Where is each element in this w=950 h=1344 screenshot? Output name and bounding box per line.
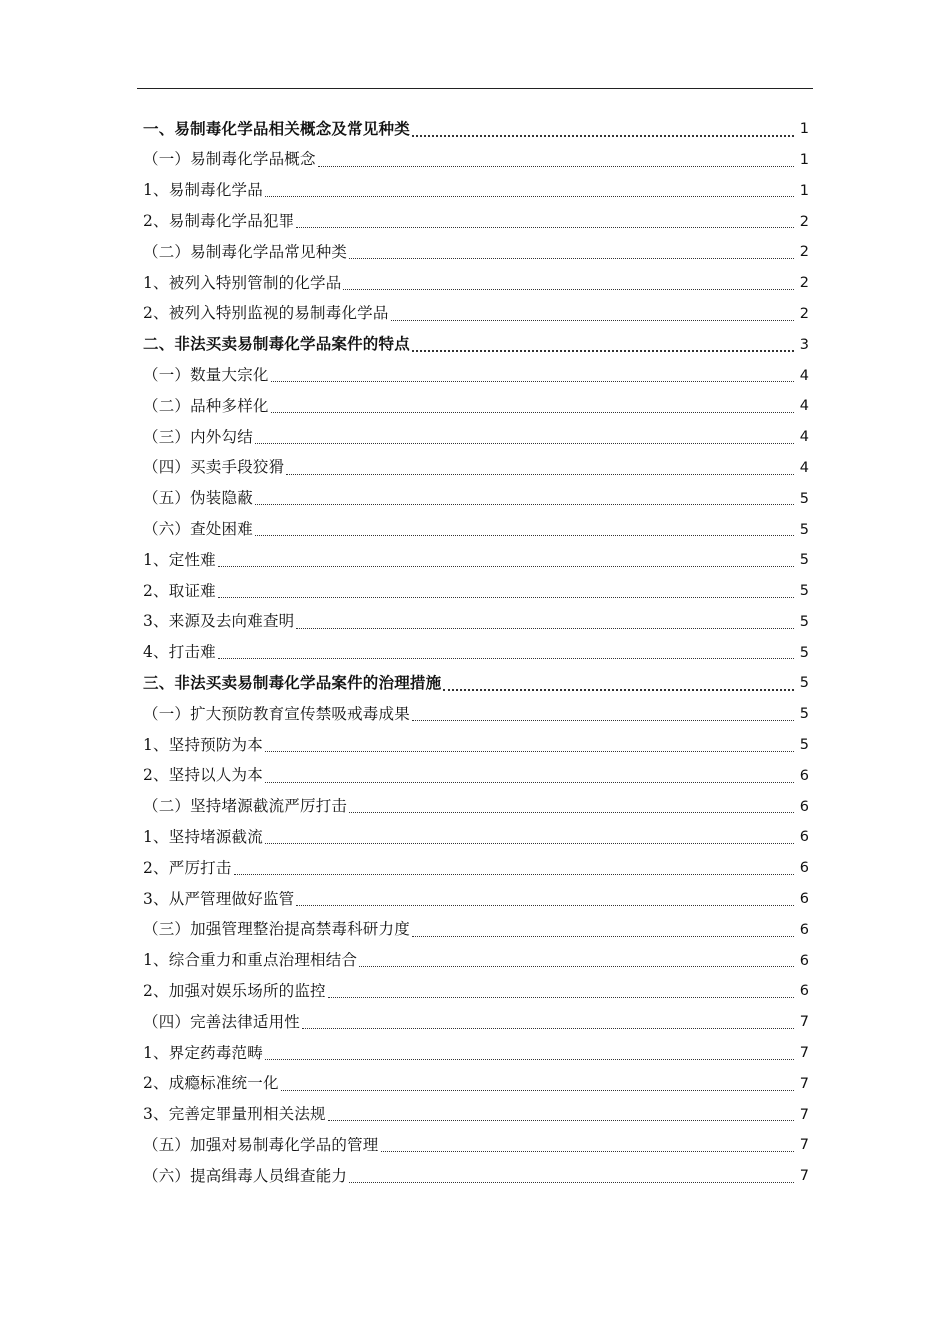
toc-dot-leader <box>255 442 794 444</box>
toc-entry[interactable] <box>143 1038 809 1069</box>
toc-dot-leader <box>349 1181 794 1183</box>
toc-dot-leader <box>412 349 794 352</box>
toc-page-number: 7 <box>799 1075 809 1092</box>
toc-page-number: 7 <box>799 1106 809 1123</box>
toc-page-number: 6 <box>799 952 809 969</box>
toc-page-number: 1 <box>799 151 809 168</box>
toc-entry-title: （二）易制毒化学品常见种类 <box>143 242 348 261</box>
toc-entry[interactable] <box>143 145 809 176</box>
toc-page-number: 2 <box>799 213 809 230</box>
toc-entry-title: 1、综合重力和重点治理相结合 <box>143 951 358 970</box>
toc-entry-title: 1、坚持堵源截流 <box>143 827 263 846</box>
toc-dot-leader <box>349 811 794 813</box>
toc-entry[interactable] <box>143 915 809 946</box>
toc-entry-title: 1、易制毒化学品 <box>143 181 263 200</box>
toc-dot-leader <box>234 873 794 875</box>
toc-entry[interactable] <box>143 360 809 391</box>
toc-dot-leader <box>265 1058 794 1060</box>
toc-entry[interactable] <box>143 545 809 576</box>
toc-entry[interactable] <box>143 822 809 853</box>
toc-entry-title: （二）品种多样化 <box>143 396 269 415</box>
toc-entry-title: 2、坚持以人为本 <box>143 766 263 785</box>
toc-page-number: 5 <box>799 613 809 630</box>
toc-entry-title: 2、取证难 <box>143 581 216 600</box>
toc-dot-leader <box>391 319 794 321</box>
toc-page-number: 7 <box>799 1168 809 1185</box>
toc-entry-title: （二）坚持堵源截流严厉打击 <box>143 797 348 816</box>
toc-dot-leader <box>255 503 794 505</box>
toc-dot-leader <box>265 750 794 752</box>
toc-entry-title: 二、非法买卖易制毒化学品案件的特点 <box>143 335 410 354</box>
toc-dot-leader <box>381 1150 794 1152</box>
toc-dot-leader <box>218 657 794 659</box>
toc-page-number: 3 <box>799 336 809 353</box>
toc-page-number: 6 <box>799 983 809 1000</box>
toc-entry-title: （三）加强管理整治提高禁毒科研力度 <box>143 920 410 939</box>
toc-entry-title: 一、易制毒化学品相关概念及常见种类 <box>143 119 410 138</box>
toc-entry[interactable] <box>143 1161 809 1192</box>
toc-page-number: 6 <box>799 829 809 846</box>
toc-entry-title: （五）伪装隐蔽 <box>143 489 253 508</box>
toc-entry-title: 2、被列入特别监视的易制毒化学品 <box>143 304 389 323</box>
toc-entry[interactable] <box>143 176 809 207</box>
toc-page-number: 2 <box>799 275 809 292</box>
toc-dot-leader <box>281 1089 794 1091</box>
toc-entry-title: 3、完善定罪量刑相关法规 <box>143 1105 326 1124</box>
toc-page-number: 6 <box>799 860 809 877</box>
toc-page-number: 5 <box>799 583 809 600</box>
toc-page-number: 6 <box>799 891 809 908</box>
toc-page-number: 7 <box>799 1137 809 1154</box>
toc-entry[interactable] <box>143 514 809 545</box>
toc-entry[interactable] <box>143 1069 809 1100</box>
toc-page-number: 6 <box>799 767 809 784</box>
toc-entry-title: （四）买卖手段狡猾 <box>143 458 285 477</box>
toc-entry[interactable] <box>143 761 809 792</box>
toc-dot-leader <box>412 134 794 137</box>
toc-entry[interactable] <box>143 484 809 515</box>
toc-entry-title: 三、非法买卖易制毒化学品案件的治理措施 <box>143 673 442 692</box>
toc-dot-leader <box>271 380 794 382</box>
toc-entry-title: 2、严厉打击 <box>143 858 232 877</box>
toc-entry-title: （六）查处困难 <box>143 520 253 538</box>
toc-page-number: 1 <box>799 182 809 199</box>
table-of-contents <box>143 114 809 1192</box>
toc-entry[interactable] <box>143 1130 809 1161</box>
header-rule <box>137 88 813 89</box>
toc-entry[interactable] <box>143 884 809 915</box>
toc-dot-leader <box>412 719 794 721</box>
toc-dot-leader <box>265 842 794 844</box>
toc-dot-leader <box>412 935 794 937</box>
toc-dot-leader <box>302 1027 794 1029</box>
toc-entry-title: 2、成瘾标准统一化 <box>143 1074 279 1093</box>
toc-entry[interactable] <box>143 976 809 1007</box>
toc-entry-title: 1、被列入特别管制的化学品 <box>143 273 342 292</box>
toc-page-number: 5 <box>799 644 809 661</box>
toc-entry-title: （五）加强对易制毒化学品的管理 <box>143 1135 379 1154</box>
toc-entry[interactable] <box>143 1007 809 1038</box>
toc-entry[interactable] <box>143 391 809 422</box>
toc-page-number: 2 <box>799 244 809 261</box>
toc-page-number: 5 <box>799 490 809 507</box>
toc-entry[interactable] <box>143 576 809 607</box>
toc-entry-title: （四）完善法律适用性 <box>143 1012 301 1031</box>
toc-page-number: 5 <box>799 675 809 692</box>
toc-dot-leader <box>286 473 794 475</box>
toc-dot-leader <box>218 565 794 567</box>
toc-page-number: 4 <box>799 459 809 476</box>
toc-entry[interactable] <box>143 299 809 330</box>
toc-page-number: 5 <box>799 521 809 538</box>
toc-page-number: 7 <box>799 1014 809 1031</box>
toc-entry-title: 4、打击难 <box>143 643 216 662</box>
toc-page-number: 4 <box>799 429 809 446</box>
toc-entry-title: 3、从严管理做好监管 <box>143 889 295 908</box>
toc-dot-leader <box>265 781 794 783</box>
toc-entry-title: 1、坚持预防为本 <box>143 735 263 754</box>
toc-dot-leader <box>328 1119 794 1121</box>
toc-entry[interactable] <box>143 946 809 977</box>
toc-entry[interactable] <box>143 422 809 453</box>
toc-entry[interactable] <box>143 268 809 299</box>
toc-entry[interactable] <box>143 853 809 884</box>
toc-entry-title: （三）内外勾结 <box>143 427 253 446</box>
toc-dot-leader <box>218 596 794 598</box>
toc-entry-title: 1、界定药毒范畴 <box>143 1043 263 1062</box>
toc-dot-leader <box>443 688 794 691</box>
toc-entry[interactable] <box>143 114 809 145</box>
toc-page-number: 7 <box>799 1045 809 1062</box>
toc-page-number: 6 <box>799 921 809 938</box>
toc-page-number: 5 <box>799 706 809 723</box>
toc-entry-title: （六）提高缉毒人员缉查能力 <box>143 1166 348 1185</box>
toc-page-number: 6 <box>799 798 809 815</box>
toc-dot-leader <box>296 226 794 228</box>
toc-page-number: 4 <box>799 367 809 384</box>
toc-dot-leader <box>265 195 794 197</box>
toc-dot-leader <box>296 627 794 629</box>
toc-entry-title: 2、加强对娱乐场所的监控 <box>143 981 326 1000</box>
toc-entry[interactable] <box>143 699 809 730</box>
toc-page-number: 1 <box>799 121 809 138</box>
toc-entry-title: （一）数量大宗化 <box>143 366 269 385</box>
toc-entry[interactable] <box>143 237 809 268</box>
toc-entry[interactable] <box>143 1100 809 1131</box>
toc-dot-leader <box>255 534 794 536</box>
toc-dot-leader <box>343 288 794 290</box>
toc-entry-title: （一）易制毒化学品概念 <box>143 150 316 169</box>
toc-entry[interactable] <box>143 330 809 361</box>
toc-page-number: 2 <box>799 305 809 322</box>
toc-entry-title: 1、定性难 <box>143 550 216 569</box>
toc-entry[interactable] <box>143 638 809 669</box>
toc-entry-title: （一）扩大预防教育宣传禁吸戒毒成果 <box>143 704 410 723</box>
toc-dot-leader <box>328 996 794 998</box>
toc-page-number: 4 <box>799 398 809 415</box>
toc-page-number: 5 <box>799 737 809 754</box>
toc-entry[interactable] <box>143 453 809 484</box>
toc-entry[interactable] <box>143 668 809 699</box>
toc-entry-title: 3、来源及去向难查明 <box>143 612 295 631</box>
toc-entry[interactable] <box>143 206 809 237</box>
toc-dot-leader <box>318 165 794 167</box>
toc-entry[interactable] <box>143 792 809 823</box>
toc-page-number: 5 <box>799 552 809 569</box>
toc-entry-title: 2、易制毒化学品犯罪 <box>143 212 295 231</box>
toc-dot-leader <box>359 965 794 967</box>
toc-dot-leader <box>296 904 794 906</box>
toc-dot-leader <box>349 257 794 259</box>
toc-entry[interactable] <box>143 607 809 638</box>
toc-dot-leader <box>271 411 794 413</box>
toc-entry[interactable] <box>143 730 809 761</box>
